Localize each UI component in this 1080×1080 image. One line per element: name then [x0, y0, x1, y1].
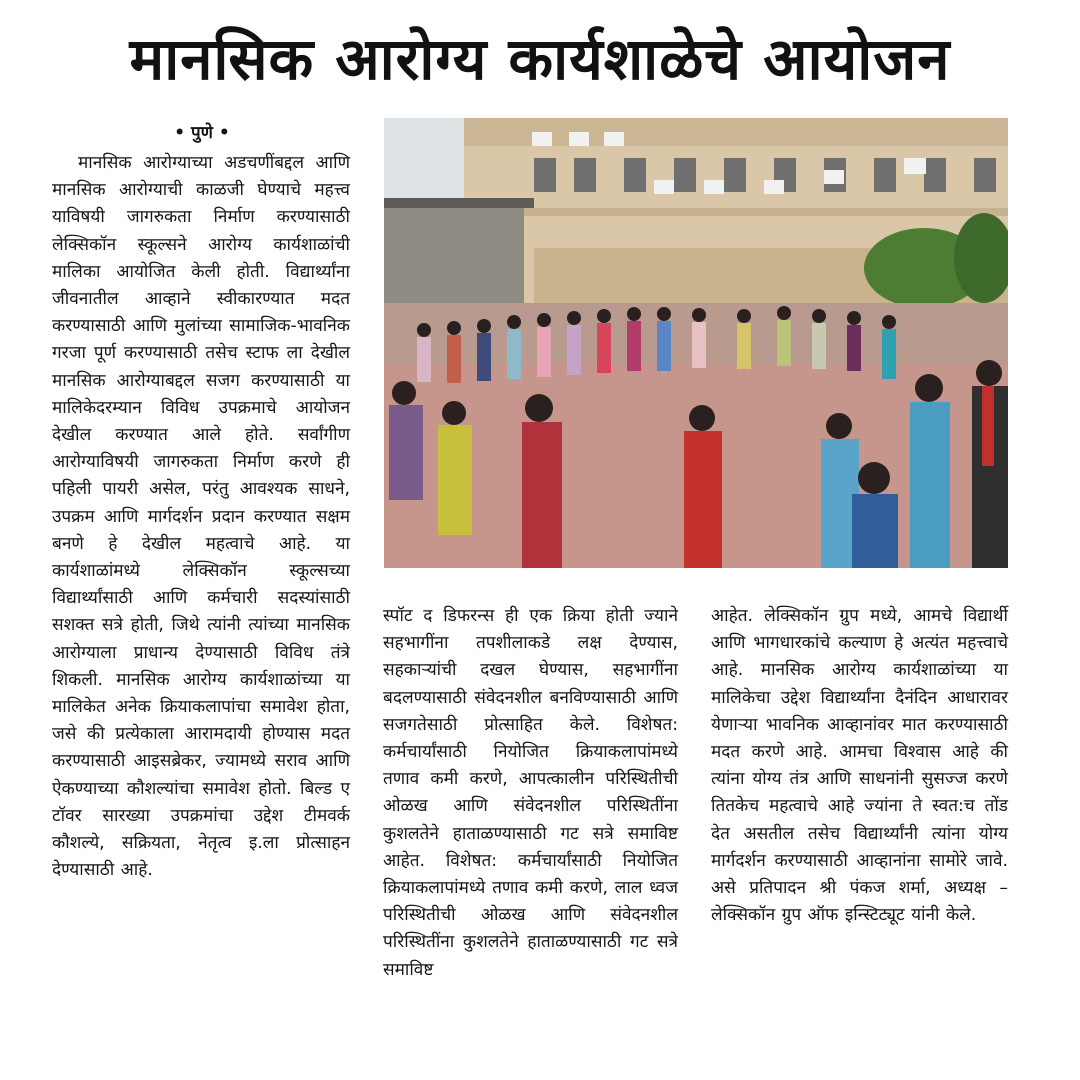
dateline: • पुणे •	[174, 123, 230, 143]
headline: मानसिक आरोग्य कार्यशाळेचे आयोजन	[129, 25, 951, 93]
article-column-2: स्पॉट द डिफरन्स ही एक क्रिया होती ज्याने सहभागींना तपशीलाकडे लक्ष देण्यास, सहकाऱ्यांची दखल घेण्यास, सहभागींना बदलण्यासाठी संवेदनशील बनविण्यासाठी आणि सजगतेसाठी प्रोत्साहित केले. विशेषत: कर्मचार्यांसाठी नियोजित क्रियाकलापांमध्ये तणाव कमी करणे, आपत्कालीन परिस्थितीची ओळख आणि संवेदनशील परिस्थितींना कुशलतेने हाताळण्यासाठी गट सत्रे समाविष्ट आहेत. विशेषत: कर्मचार्यांसाठी नियोजित क्रियाकलापांमध्ये तणाव कमी करणे, लाल ध्वज परिस्थितीची ओळख आणि संवेदनशील परिस्थितींना कुशलतेने हाताळण्यासाठी गट सत्रे समाविष्ट	[383, 606, 678, 980]
article-photo	[384, 118, 1008, 568]
photo-shed	[384, 203, 524, 308]
article-column-3: आहेत. लेक्सिकॉन ग्रुप मध्ये, आमचे विद्यार्थी आणि भागधारकांचे कल्याण हे अत्यंत महत्त्वाचे आहे. मानसिक आरोग्य कार्यशाळांच्या या मालिकेचा उद्देश विद्यार्थ्यांना दैनंदिन आधारावर येणाऱ्या भावनिक आव्हानांवर मात करण्यासाठी मदत करणे आहे. आमचा विश्वास आहे की त्यांना योग्य तंत्र आणि साधनांनी सुसज्ज करणे तितकेच महत्वाचे आहे ज्यांना ते स्वत:च तोंड देत असतील तसेच विद्यार्थ्यांनी त्यांना योग्य मार्गदर्शन करण्यासाठी आव्हानांना सामोरे जावे. असे प्रतिपादन श्री पंकज शर्मा, अध्यक्ष – लेक्सिकॉन ग्रुप ऑफ इन्स्टिट्यूट यांनी केले.	[711, 606, 1008, 926]
article-column-1: मानसिक आरोग्याच्या अडचणींबद्दल आणि मानसिक आरोग्याची काळजी घेण्याचे महत्त्व याविषयी जागरुकता निर्माण करण्यासाठी लेक्सिकॉन स्कूल्सने आरोग्य कार्यशाळांची मालिका आयोजित केली होती. विद्यार्थ्यांना जीवनातील आव्हाने स्वीकारण्यात मदत करण्यासाठी आणि मुलांच्या सामाजिक-भावनिक गरजा पूर्ण करण्यासाठी तसेच स्टाफ ला देखील मानसिक आरोग्याबद्दल सजग करण्यासाठी या मालिकेदरम्यान विविध उपक्रमाचे आयोजन देखील करण्यात आले होते. सर्वांगीण आरोग्याविषयी जागरुकता निर्माण करणे ही पहिली पायरी असेल, परंतु आवश्यक साधने, उपक्रम आणि मार्गदर्शन प्रदान करण्यात सक्षम बनणे हे देखील महत्वाचे आहे. या कार्यशाळांमध्ये लेक्सिकॉन स्कूल्सच्या विद्यार्थ्यांसाठी आणि कर्मचारी सदस्यांसाठी सशक्त सत्रे होती, जिथे त्यांनी त्यांच्या मानसिक आरोग्याला प्राधान्य देण्यासाठी विविध तंत्रे शिकली. मानसिक आरोग्य कार्यशाळांच्या या मालिकेत अनेक क्रियाकलापांचा समावेश होता, जसे की प्रत्येकाला आरामदायी होण्यास मदत करण्यासाठी आइसब्रेकर, ज्यामध्ये सराव आणि ऐकण्याच्या कौशल्यांचा समावेश होतो. बिल्ड ए टॉवर सारख्या उपक्रमांचा उद्देश टीमवर्क कौशल्ये, सक्रियता, नेतृत्व इ.ला प्रोत्साहन देण्यासाठी आहे.	[52, 153, 350, 881]
